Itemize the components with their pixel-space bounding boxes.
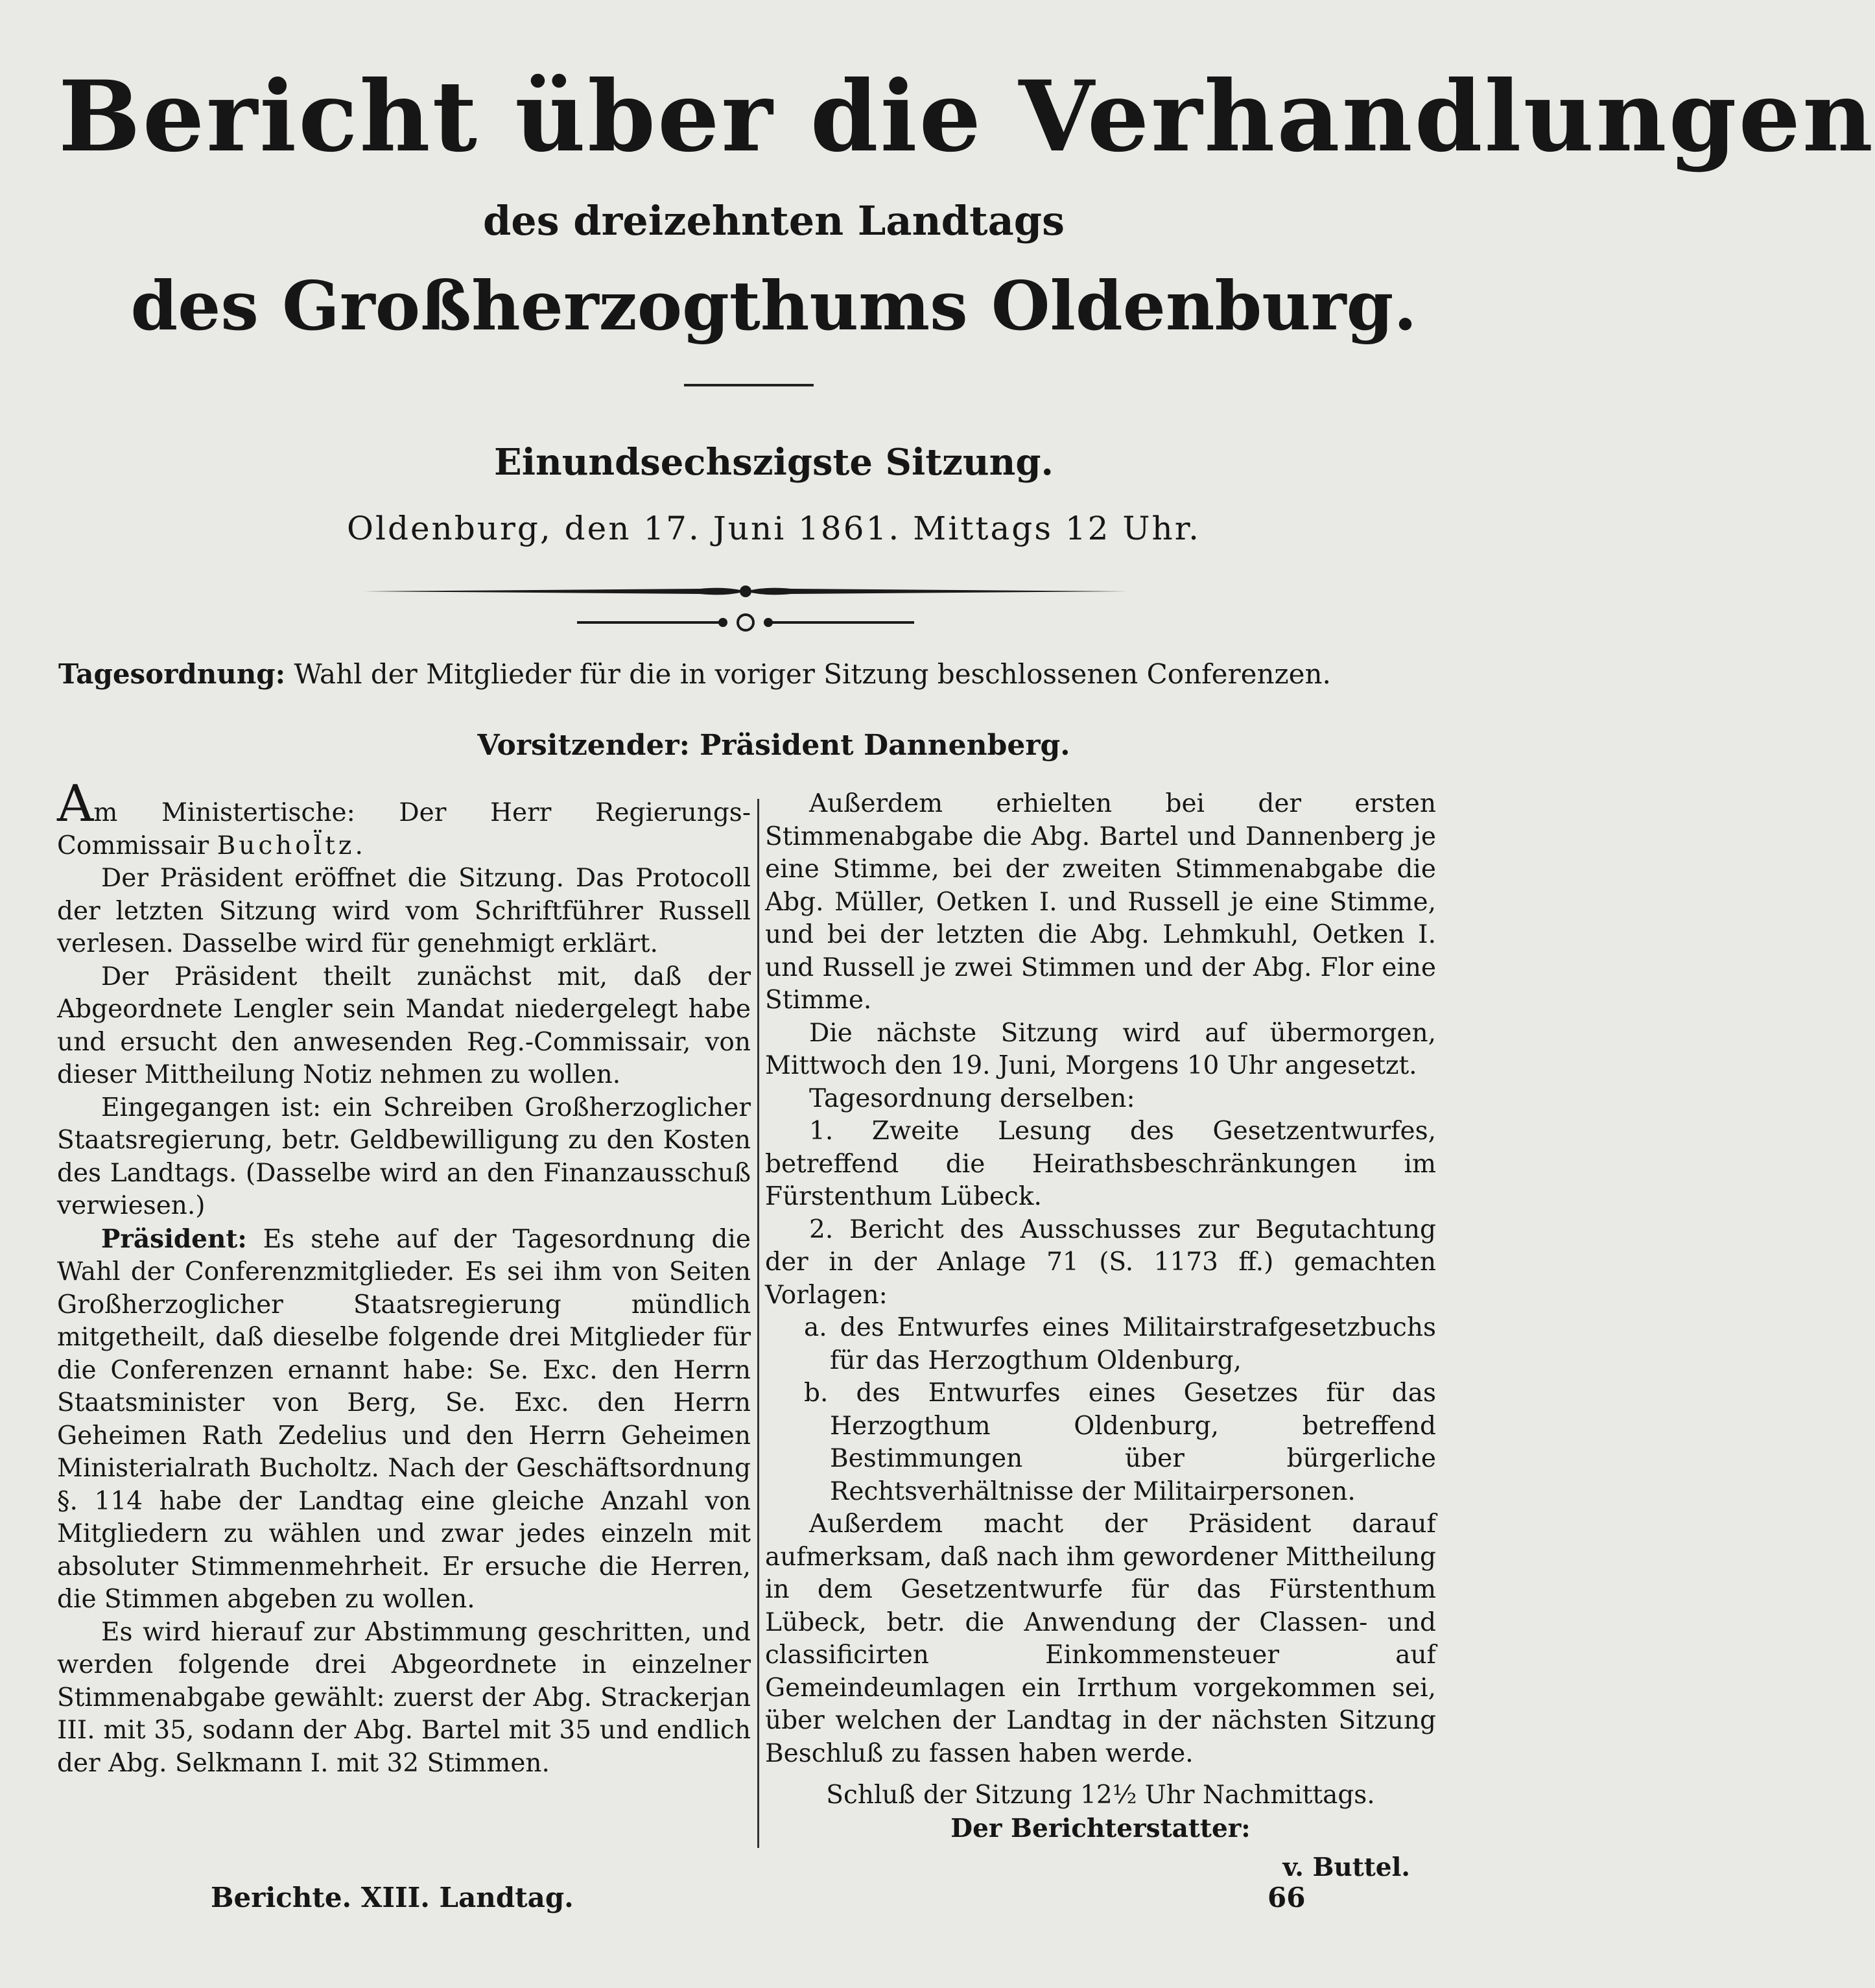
page-number: 66: [1268, 1882, 1306, 1913]
session-heading: Einundsechszigste Sitzung.: [494, 441, 1054, 484]
column-divider: [757, 799, 759, 1848]
title-line-2: des dreizehnten Landtags: [482, 197, 1065, 244]
paragraph-vote: Es wird hierauf zur Abstimmung geschritten, und werden folgende drei Abgeordnete in einzelner Stimmenabgabe gewählt: zuerst der Abg. Strackerjan III. mit 35, sodann der Abg. Bartel mit 35 und endlich der Abg. Selkmann I. mit 32 Stimmen.: [57, 1617, 751, 1778]
agenda-item-2a: a. des Entwurfes eines Militairstrafgesetzbuchs für das Herzogthum Oldenburg,: [804, 1313, 1436, 1375]
agenda-item-2b: b. des Entwurfes eines Gesetzes für das Herzogthum Oldenburg, betreffend Bestimmungen über bürgerliche Rechtsverhältnisse der Militairpersonen.: [804, 1379, 1436, 1506]
drop-cap: A: [57, 775, 94, 833]
title-line-1: Bericht über die Verhandlungen: [58, 60, 1875, 174]
agenda-label: Tagesordnung:: [58, 658, 286, 690]
left-column: [57, 775, 751, 1780]
agenda-item-1: 1. Zweite Lesung des Gesetzentwurfes, betreffend die Heirathsbeschränkungen im Fürstenthum Lübeck.: [765, 1117, 1436, 1211]
paragraph-agenda-heading: Tagesordnung derselben:: [809, 1083, 1135, 1113]
right-column: [765, 788, 1436, 1884]
reporter-signature: v. Buttel.: [1282, 1852, 1410, 1882]
title-line-3: des Großherzogthums Oldenburg.: [130, 266, 1417, 346]
paragraph-mandate: Der Präsident theilt zunächst mit, daß der Abgeordnete Lengler sein Mandat niedergelegt habe und ersucht den anwesenden Reg.-Commissair, von dieser Mittheilung Notiz nehmen zu wollen.: [57, 962, 751, 1089]
chair-line: Vorsitzender: Präsident Dannenberg.: [477, 729, 1070, 762]
paragraph-notice: Außerdem macht der Präsident darauf aufmerksam, daß nach ihm gewordener Mittheilung in dem Gesetzentwurfe für das Fürstenthum Lübeck, betr. die Anwendung der Classen- und classificirten Einkommensteuer auf Gemeindeumlagen ein Irrthum vorgekommen sei, über welchen der Landtag in der nächsten Sitzung Beschluß zu fassen haben werde.: [765, 1509, 1436, 1768]
paragraph-opening: Der Präsident eröffnet die Sitzung. Das Protocoll der letzten Sitzung wird vom Schriftführer Russell verlesen. Dasselbe wird für genehmigt erklärt.: [57, 864, 751, 958]
title-divider: [684, 384, 814, 386]
paragraph-received: Eingegangen ist: ein Schreiben Großherzoglicher Staatsregierung, betr. Geldbewilligung zu den Kosten des Landtags. (Dasselbe wird an den Finanzausschuß verwiesen.): [57, 1093, 751, 1220]
footer-source: Berichte. XIII. Landtag.: [211, 1882, 574, 1913]
paragraph-other-votes: Außerdem erhielten bei der ersten Stimmenabgabe die Abg. Bartel und Dannenberg je eine Stimme, bei der zweiten Stimmenabgabe die Abg. Müller, Oetken I. und Russell je eine Stimme, und bei der letzten die Abg. Lehmkuhl, Oetken I. und Russell je zwei Stimmen und der Abg. Flor eine Stimme.: [765, 789, 1436, 1015]
paragraph-closing: Schluß der Sitzung 12½ Uhr Nachmittags.: [826, 1781, 1375, 1810]
reporter-label: Der Berichterstatter:: [950, 1813, 1251, 1843]
ornamental-divider: [363, 577, 1128, 642]
paragraph-next-session: Die nächste Sitzung wird auf übermorgen, Mittwoch den 19. Juni, Morgens 10 Uhr angesetzt.: [765, 1018, 1436, 1080]
paragraph-president: Präsident: Es stehe auf der Tagesordnung die Wahl der Conferenzmitglieder. Es sei ihm von Seiten Großherzoglicher Staatsregierung mündlich mitgetheilt, daß dieselbe folgende drei Mitglieder für die Conferenzen ernannt habe: Se. Exc. den Herrn Staatsminister von Berg, Se. Exc. den Herrn Geheimen Rath Zedelius und den Herrn Geheimen Ministerialrath Bucholtz. Nach der Geschäftsordnung §. 114 habe der Landtag eine gleiche Anzahl von Mitgliedern zu wählen und zwar jedes einzeln mit absoluter Stimmenmehrheit. Er ersuche die Herren, die Stimmen abgeben zu wollen.: [57, 1224, 751, 1614]
agenda-item-2: 2. Bericht des Ausschusses zur Begutachtung der in der Anlage 71 (S. 1173 ff.) gemachten Vorlagen:: [765, 1214, 1436, 1310]
dateline: Oldenburg, den 17. Juni 1861. Mittags 12 Uhr.: [346, 510, 1201, 547]
paragraph-ministers: Am Ministertische: Der Herr Regierungs-Commissair Buchol̈tz.: [57, 775, 751, 860]
agenda-line: [58, 658, 1452, 691]
agenda-text: Wahl der Mitglieder für die in voriger Sitzung beschlossenen Conferenzen.: [294, 658, 1331, 690]
